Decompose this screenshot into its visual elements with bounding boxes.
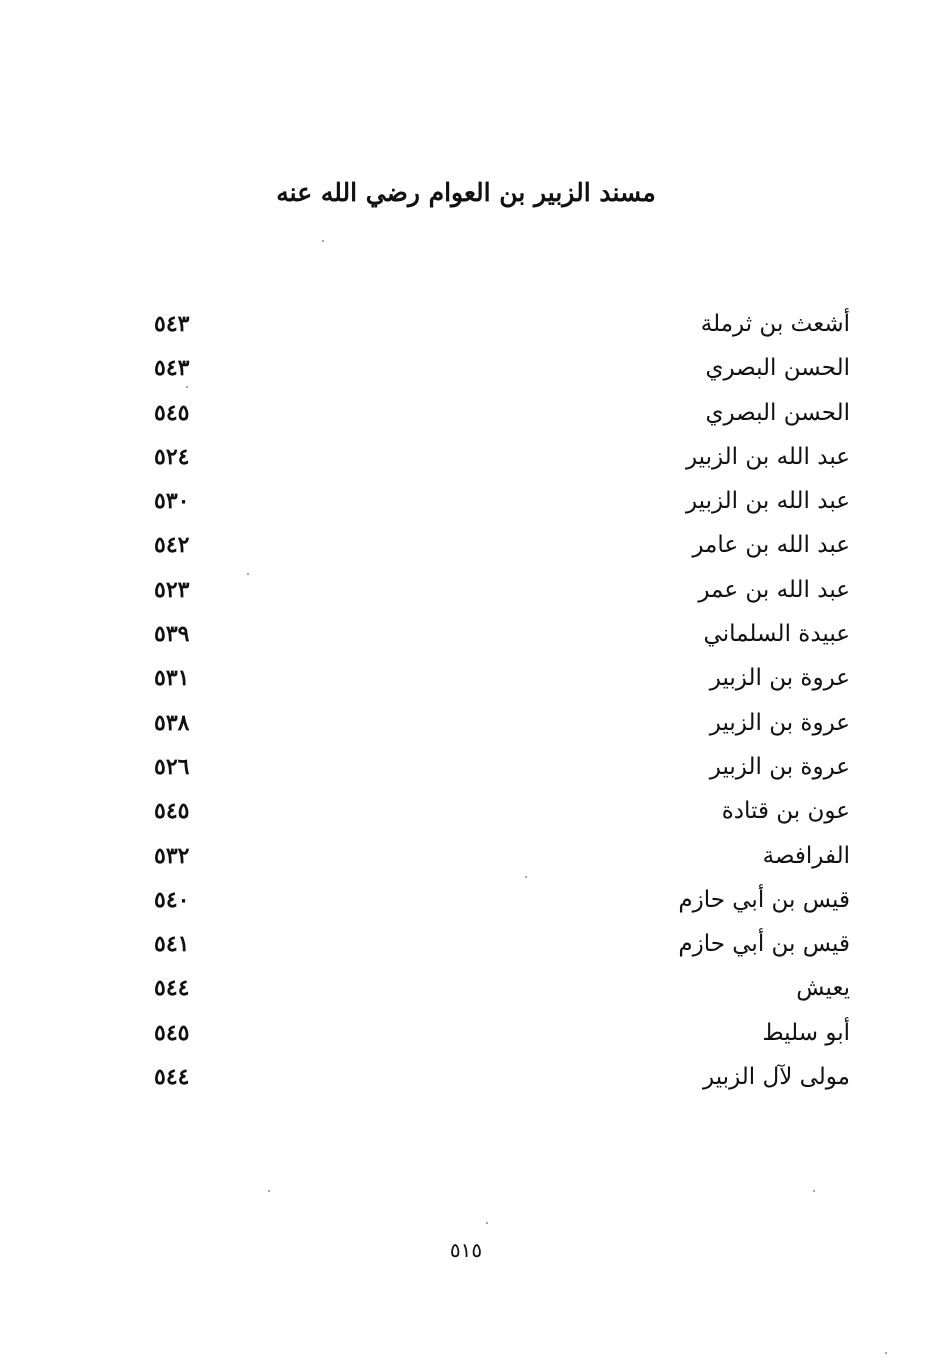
page-reference: ٥٤٤ — [154, 1064, 190, 1091]
page-reference: ٥٤٣ — [154, 311, 190, 337]
index-entry — [150, 834, 850, 878]
index-entry — [150, 302, 850, 346]
scan-speck — [247, 573, 249, 575]
index-entry — [150, 922, 850, 966]
scan-speck — [813, 1190, 815, 1192]
scan-speck — [322, 240, 324, 242]
page-reference: ٥٤٥ — [154, 798, 190, 825]
narrator-name: الحسن البصري — [705, 355, 850, 382]
index-entry — [150, 701, 850, 745]
narrator-name: أبو سليط — [762, 1019, 850, 1046]
index-entry — [150, 346, 850, 390]
index-entry — [150, 523, 850, 567]
narrator-name: يعيش — [796, 975, 850, 1002]
narrator-name: عبد الله بن الزبير — [685, 443, 850, 470]
scan-speck — [186, 386, 188, 388]
index-entry — [150, 479, 850, 523]
index-entry — [150, 1055, 850, 1099]
index-entry — [150, 966, 850, 1010]
narrator-name: عبيدة السلماني — [703, 621, 850, 648]
narrator-name: قيس بن أبي حازم — [678, 886, 850, 913]
narrator-name: أشعث بن ثرملة — [700, 311, 850, 337]
index-entry — [150, 656, 850, 700]
narrator-name: الفرافصة — [762, 842, 850, 869]
narrator-name: عروة بن الزبير — [709, 665, 850, 692]
scan-speck — [525, 876, 527, 878]
narrator-name: مولى لآل الزبير — [703, 1064, 850, 1091]
index-list — [150, 302, 850, 1099]
page-reference: ٥٣١ — [154, 665, 190, 692]
index-entry — [150, 878, 850, 922]
page-reference: ٥٢٣ — [154, 576, 190, 603]
index-entry — [150, 612, 850, 656]
index-entry — [150, 435, 850, 479]
page-reference: ٥٤٣ — [154, 355, 190, 382]
page-number: ٥١٥ — [449, 1238, 483, 1262]
narrator-name: عون بن قتادة — [721, 798, 850, 825]
narrator-name: قيس بن أبي حازم — [678, 931, 850, 958]
narrator-name: عروة بن الزبير — [709, 753, 850, 780]
narrator-name: عبد الله بن عمر — [698, 576, 850, 603]
page-reference: ٥٤٢ — [154, 532, 190, 559]
page-reference: ٥٣٨ — [154, 709, 190, 736]
page-reference: ٥٣٢ — [154, 842, 190, 869]
scan-speck — [268, 1190, 270, 1192]
page-reference: ٥٤٥ — [154, 399, 190, 426]
index-entry — [150, 1011, 850, 1055]
index-entry — [150, 391, 850, 435]
page-reference: ٥٤٠ — [154, 886, 190, 913]
page-reference: ٥٣٩ — [154, 621, 190, 648]
index-entry — [150, 789, 850, 833]
narrator-name: الحسن البصري — [705, 399, 850, 426]
page-reference: ٥٤١ — [154, 931, 190, 958]
page-reference: ٥٢٦ — [154, 753, 190, 780]
page-reference: ٥٤٤ — [154, 975, 190, 1002]
page-reference: ٥٤٥ — [154, 1019, 190, 1046]
index-entry — [150, 568, 850, 612]
narrator-name: عبد الله بن الزبير — [685, 488, 850, 515]
index-entry — [150, 745, 850, 789]
scan-speck — [486, 1222, 488, 1224]
page-reference: ٥٢٤ — [154, 443, 190, 470]
narrator-name: عبد الله بن عامر — [692, 532, 850, 559]
page-reference: ٥٣٠ — [154, 488, 190, 515]
scan-speck — [885, 1352, 887, 1354]
page-title: مسند الزبير بن العوام رضي الله عنه — [276, 178, 656, 207]
narrator-name: عروة بن الزبير — [709, 709, 850, 736]
